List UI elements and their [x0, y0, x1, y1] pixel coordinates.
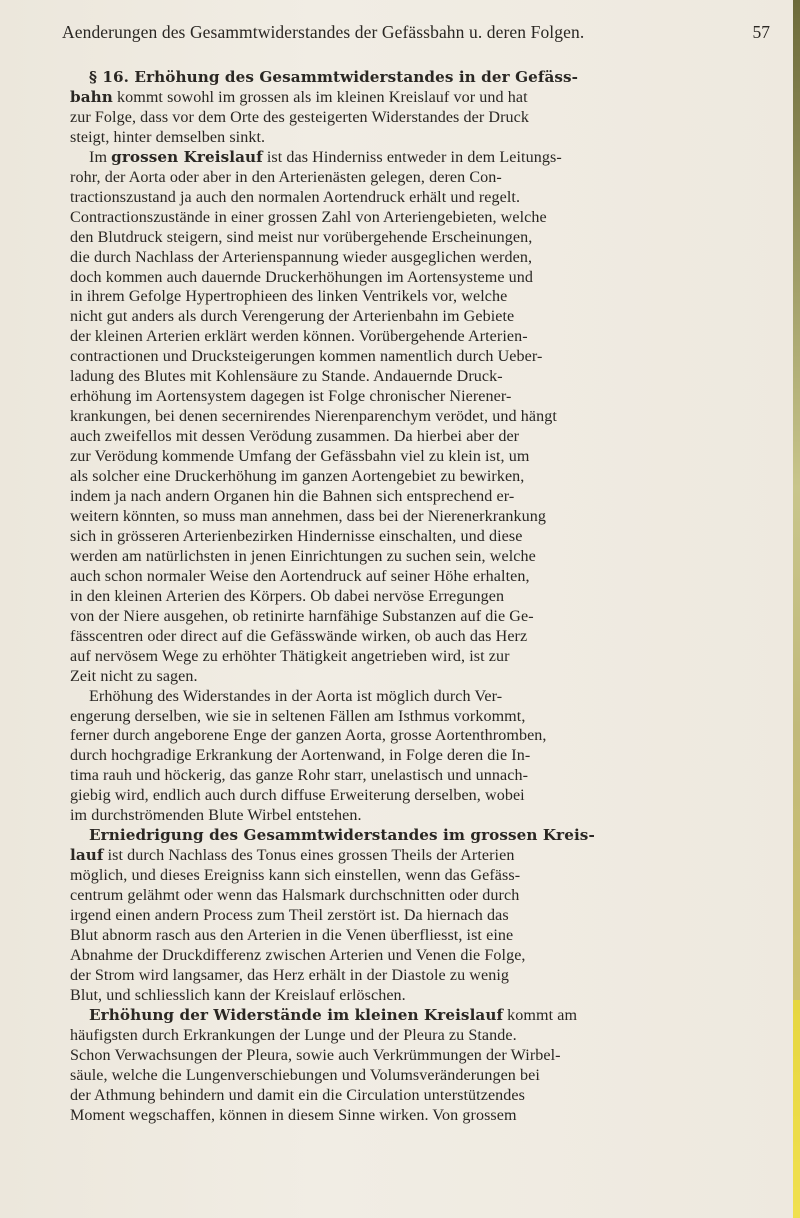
line-bold-text: lauf	[70, 846, 104, 865]
line-text: rohr, der Aorta oder aber in den Arterienästen gelegen, deren Con-	[70, 168, 502, 186]
line-text: giebig wird, endlich auch durch diffuse Erweiterung derselben, wobei	[70, 787, 525, 805]
text-line	[70, 128, 760, 148]
text-line	[70, 667, 760, 687]
text-line	[70, 547, 760, 567]
line-text: häufigsten durch Erkrankungen der Lunge und der Pleura zu Stande.	[70, 1026, 517, 1044]
line-text: kommt am	[503, 1006, 578, 1024]
line-text: in den kleinen Arterien des Körpers. Ob dabei nervöse Erregungen	[70, 587, 505, 605]
book-binding-accent	[793, 1000, 800, 1218]
line-text: der Athmung behindern und damit ein die Circulation unterstützendes	[70, 1086, 525, 1104]
text-line	[70, 866, 760, 886]
line-text: zur Verödung kommende Umfang der Gefässbahn viel zu klein ist, um	[70, 448, 530, 466]
line-bold-text: § 16. Erhöhung des Gesammtwiderstandes in der Gefäss-	[89, 68, 579, 86]
text-line	[70, 1046, 760, 1066]
text-line	[70, 946, 760, 966]
line-text: den Blutdruck steigern, sind meist nur vorübergehende Erscheinungen,	[70, 228, 533, 246]
line-text: in ihrem Gefolge Hypertrophieen des linken Ventrikels vor, welche	[70, 288, 508, 306]
line-text: auch zweifellos mit dessen Verödung zusammen. Da hierbei aber der	[70, 428, 520, 446]
running-head: Aenderungen des Gesammtwiderstandes der Gefässbahn u. deren Folgen.	[62, 22, 585, 42]
text-line	[70, 467, 760, 487]
text-line	[70, 746, 760, 766]
text-line	[70, 1106, 760, 1126]
text-line	[70, 966, 760, 986]
line-text: krankungen, bei denen secernirendes Nierenparenchym verödet, und hängt	[70, 408, 557, 426]
line-text: Erhöhung des Widerstandes in der Aorta ist möglich durch Ver-	[89, 687, 503, 705]
text-line	[70, 906, 760, 926]
text-line	[70, 886, 760, 906]
line-text: werden am natürlichsten in jenen Einrichtungen zu suchen sein, welche	[70, 547, 536, 565]
text-line	[70, 1026, 760, 1046]
text-line	[70, 926, 760, 946]
text-line	[70, 268, 760, 288]
line-bold-text: Erhöhung der Widerstände im kleinen Kreislauf	[89, 1005, 504, 1024]
text-line	[70, 327, 760, 347]
text-line	[70, 287, 760, 307]
line-text: steigt, hinter demselben sinkt.	[70, 128, 266, 146]
line-text: Im	[89, 148, 112, 166]
line-text: engerung derselben, wie sie in seltenen Fällen am Isthmus vorkommt,	[70, 707, 526, 725]
text-line	[70, 647, 760, 667]
line-text: sich in grösseren Arterienbezirken Hindernisse einschalten, und diese	[70, 527, 523, 545]
text-line	[70, 188, 760, 208]
text-line	[70, 108, 760, 128]
line-text: ladung des Blutes mit Kohlensäure zu Stande. Andauernde Druck-	[70, 368, 503, 386]
text-line	[70, 826, 760, 846]
text-line	[70, 168, 760, 188]
body-text	[70, 68, 760, 1126]
line-text: fässcentren oder direct auf die Gefässwände wirken, ob auch das Herz	[70, 627, 528, 645]
text-line	[70, 627, 760, 647]
line-bold-text: grossen Kreislauf	[111, 147, 263, 166]
text-line	[70, 347, 760, 367]
line-text: die durch Nachlass der Arterienspannung wieder ausgeglichen werden,	[70, 248, 533, 266]
text-line	[70, 307, 760, 327]
text-line	[70, 407, 760, 427]
text-line	[70, 766, 760, 786]
text-line	[70, 447, 760, 467]
text-line	[70, 986, 760, 1006]
text-line	[70, 427, 760, 447]
line-text: Blut abnorm rasch aus den Arterien in die Venen überfliesst, ist eine	[70, 926, 514, 944]
line-text: ist das Hinderniss entweder in dem Leitungs-	[262, 148, 562, 166]
line-text: centrum gelähmt oder wenn das Halsmark durchschnitten oder durch	[70, 887, 520, 905]
line-text: erhöhung im Aortensystem dagegen ist Folge chronischer Nierener-	[70, 388, 512, 406]
line-text: Schon Verwachsungen der Pleura, sowie auch Verkrümmungen der Wirbel-	[70, 1046, 561, 1064]
text-line	[70, 1086, 760, 1106]
text-line	[70, 487, 760, 507]
line-text: Abnahme der Druckdifferenz zwischen Arterien und Venen die Folge,	[70, 946, 526, 964]
text-line	[70, 707, 760, 727]
text-line	[70, 208, 760, 228]
text-line	[70, 1066, 760, 1086]
line-text: durch hochgradige Erkrankung der Aortenwand, in Folge deren die In-	[70, 747, 531, 765]
line-text: kommt sowohl im grossen als im kleinen Kreislauf vor und hat	[112, 88, 528, 106]
text-line	[70, 726, 760, 746]
line-text: irgend einen andern Process zum Theil zerstört ist. Da hiernach das	[70, 907, 509, 925]
page-number: 57	[752, 22, 770, 42]
text-line	[70, 806, 760, 826]
line-text: Blut, und schliesslich kann der Kreislauf erlöschen.	[70, 986, 406, 1004]
line-text: der Strom wird langsamer, das Herz erhält in der Diastole zu wenig	[70, 966, 510, 984]
line-text: ferner durch angeborene Enge der ganzen Aorta, grosse Aortenthromben,	[70, 727, 547, 745]
line-text: im durchströmenden Blute Wirbel entstehen.	[70, 807, 362, 825]
text-line	[70, 248, 760, 268]
text-line	[70, 687, 760, 707]
line-text: von der Niere ausgehen, ob retinirte harnfähige Substanzen auf die Ge-	[70, 607, 534, 625]
line-text: säule, welche die Lungenverschiebungen und Volumsveränderungen bei	[70, 1066, 540, 1084]
text-line	[70, 148, 760, 168]
line-text: Zeit nicht zu sagen.	[70, 667, 198, 685]
line-text: Moment wegschaffen, können in diesem Sinne wirken. Von grossem	[70, 1106, 517, 1124]
line-text: contractionen und Drucksteigerungen kommen namentlich durch Ueber-	[70, 348, 543, 366]
line-text: auf nervösem Wege zu erhöhter Thätigkeit angetrieben wird, ist zur	[70, 647, 510, 665]
text-line	[70, 88, 760, 108]
text-line	[70, 228, 760, 248]
line-text: zur Folge, dass vor dem Orte des gesteigerten Widerstandes der Druck	[70, 108, 530, 126]
line-text: tractionszustand ja auch den normalen Aortendruck erhält und regelt.	[70, 188, 521, 206]
line-bold-text: Erniedrigung des Gesammtwiderstandes im grossen Kreis-	[89, 826, 595, 845]
line-text: Contractionszustände in einer grossen Zahl von Arteriengebieten, welche	[70, 208, 547, 226]
line-text: tima rauh und höckerig, das ganze Rohr starr, unelastisch und unnach-	[70, 767, 529, 785]
line-text: möglich, und dieses Ereigniss kann sich einstellen, wenn das Gefäss-	[70, 867, 521, 885]
line-text: weitern könnten, so muss man annehmen, dass bei der Nierenerkrankung	[70, 507, 547, 525]
line-bold-text: bahn	[70, 87, 113, 106]
page-header	[62, 22, 770, 48]
text-line	[70, 527, 760, 547]
text-line	[70, 587, 760, 607]
text-line	[70, 567, 760, 587]
text-line	[70, 607, 760, 627]
line-text: auch schon normaler Weise den Aortendruck auf seiner Höhe erhalten,	[70, 567, 530, 585]
line-text: ist durch Nachlass des Tonus eines grossen Theils der Arterien	[103, 847, 515, 865]
text-line	[70, 387, 760, 407]
text-line	[70, 1006, 760, 1026]
text-line	[70, 68, 760, 88]
line-text: der kleinen Arterien erklärt werden können. Vorübergehende Arterien-	[70, 328, 528, 346]
line-text: doch kommen auch dauernde Druckerhöhungen im Aortensysteme und	[70, 268, 534, 286]
line-text: indem ja nach andern Organen hin die Bahnen sich entsprechend er-	[70, 488, 515, 506]
text-line	[70, 507, 760, 527]
text-line	[70, 367, 760, 387]
text-line	[70, 786, 760, 806]
line-text: als solcher eine Druckerhöhung im ganzen Aortengebiet zu bewirken,	[70, 468, 525, 486]
line-text: nicht gut anders als durch Verengerung der Arterienbahn im Gebiete	[70, 308, 515, 326]
text-line	[70, 846, 760, 866]
